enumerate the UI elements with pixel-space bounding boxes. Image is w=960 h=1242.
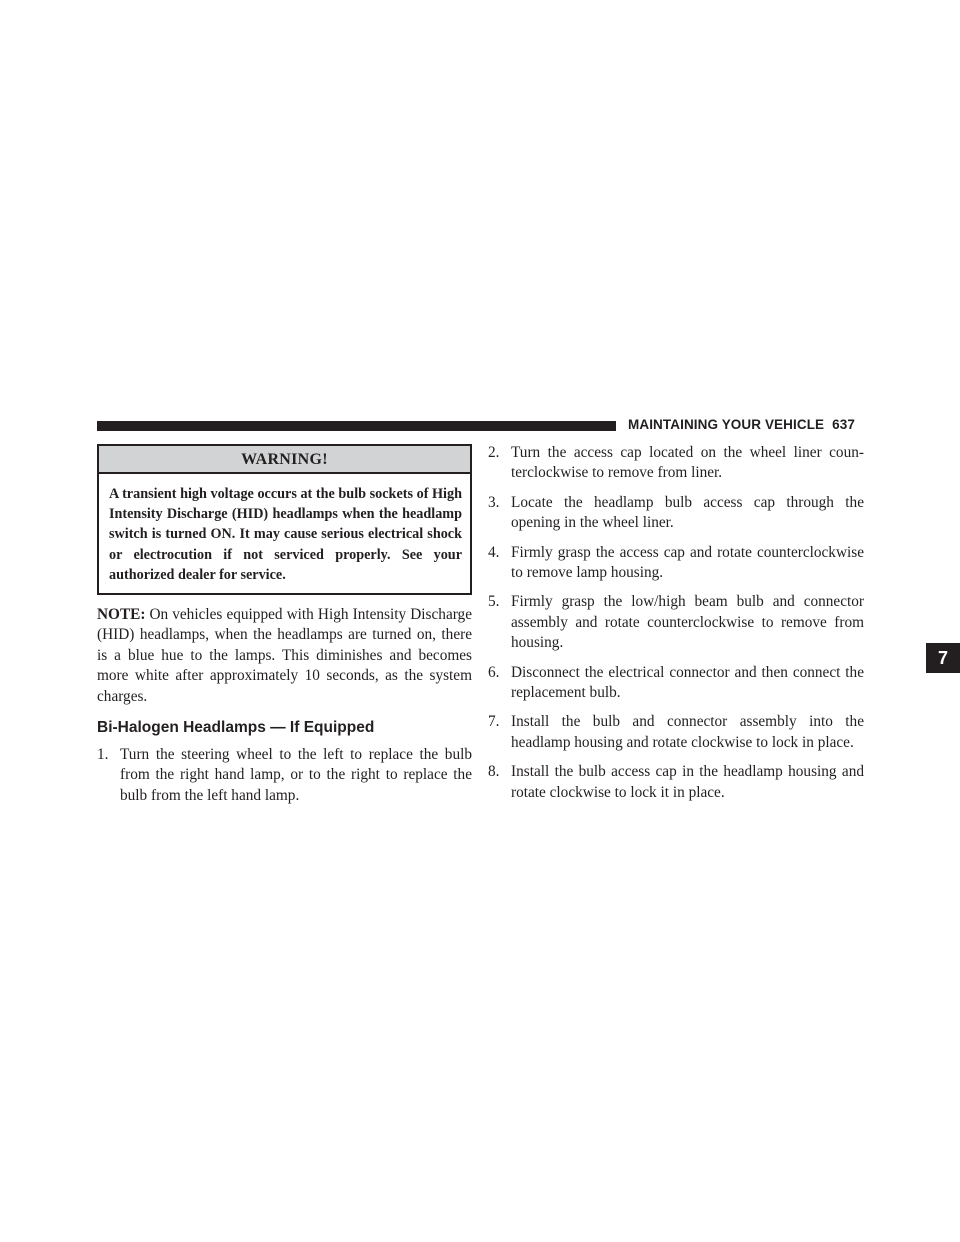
running-header [628, 417, 855, 432]
step-text: Turn the access cap located on the wheel liner counterclockwise to remove from liner. [511, 444, 864, 482]
chapter-tab: 7 [926, 643, 960, 673]
step-number: 4. [488, 543, 500, 561]
section-heading: Bi-Halogen Headlamps — If Equipped [97, 719, 375, 737]
list-item [488, 592, 864, 653]
list-item [97, 745, 472, 806]
step-number: 2. [488, 444, 500, 461]
warning-text: A transient high voltage occurs at the bulb sockets of High Intensity Discharge (HID) headlamps when the headlamp switch is turned ON. It may cause serious electrical shock or electrocution if not serviced properly. See your authorized dealer for service. [109, 486, 462, 583]
list-item [488, 443, 864, 484]
right-column [488, 443, 864, 803]
step-number: 8. [488, 763, 500, 781]
list-item [488, 712, 864, 753]
warning-title: WARNING! [99, 446, 470, 474]
step-text: Firmly grasp the access cap and rotate counterclockwise to remove lamp housing. [511, 543, 864, 582]
steps-list-left [97, 745, 472, 806]
step-text: Firmly grasp the low/high beam bulb and connector assembly and rotate counterclockwise to remove from housing. [511, 593, 864, 652]
step-number: 3. [488, 493, 500, 511]
step-text: Turn the steering wheel to the left to replace the bulb from the right hand lamp, or to the right to replace the bulb from the left hand lamp. [120, 746, 472, 804]
step-number: 7. [488, 713, 500, 731]
step-number: 5. [488, 593, 500, 611]
list-item [488, 493, 864, 534]
list-item [488, 543, 864, 584]
step-text: Disconnect the electrical connector and then connect the replacement bulb. [511, 663, 864, 702]
list-item [488, 762, 864, 803]
steps-list-right [488, 443, 864, 803]
note-label: NOTE: [97, 606, 146, 624]
warning-box [97, 444, 472, 595]
step-number: 1. [97, 746, 109, 764]
note-paragraph [97, 605, 472, 707]
step-text: Locate the headlamp bulb access cap through the opening in the wheel liner. [511, 493, 864, 532]
note-text: On vehicles equipped with High Intensity Discharge (HID) headlamps, when the headlamps are turned on, there is a blue hue to the lamps. This diminishes and becomes more white after approximately 10 seconds, as the system charges. [97, 606, 472, 705]
list-item [488, 663, 864, 704]
page-number: 637 [832, 417, 855, 432]
step-number: 6. [488, 663, 500, 681]
header-rule [97, 421, 616, 431]
section-title: MAINTAINING YOUR VEHICLE [628, 417, 825, 432]
step-text: Install the bulb and connector assembly into the headlamp housing and rotate clockwise to lock in place. [511, 713, 864, 751]
left-column [97, 444, 472, 806]
step-text: Install the bulb access cap in the headlamp housing and rotate clockwise to lock it in place. [511, 763, 864, 801]
